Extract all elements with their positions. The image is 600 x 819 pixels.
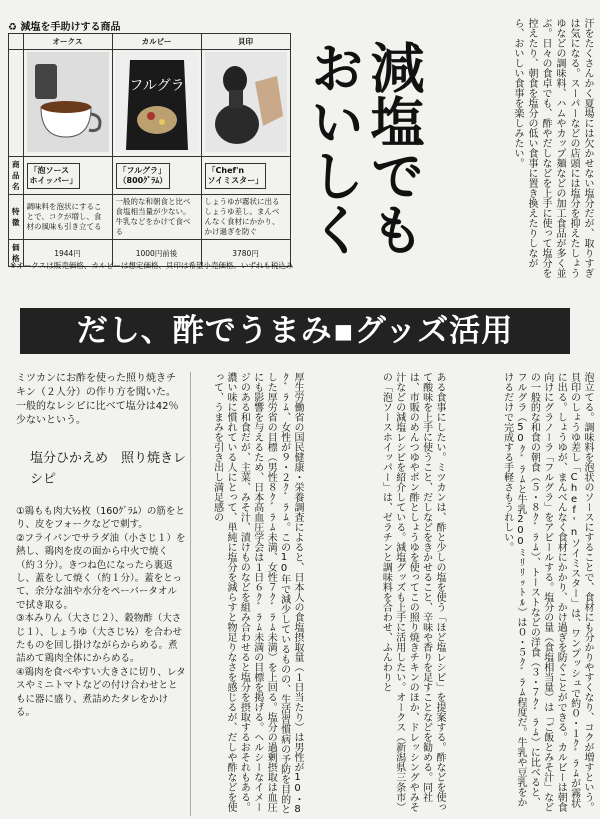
- product-price: 3780円: [201, 240, 290, 267]
- row-label-name: 商品名: [9, 157, 24, 195]
- price-note: ※オークスは販売価格、カルビーは想定価格、貝印は希望小売価格。いずれも税込み: [10, 261, 294, 270]
- product-price: 1000円前後: [112, 240, 201, 267]
- product-feature: しょうゆが霧状に出るしょうゆ差し。まんべんなく食材にかかり、かけ過ぎを防ぐ: [201, 195, 290, 240]
- table-corner: [9, 34, 24, 50]
- recipe-steps: [16, 505, 186, 720]
- recipe-step: ④鶏肉を食べやすい大きさに切り、レタスやミニトマトなどの付け合わせとともに器に盛り、煮詰めたタレをかける。: [16, 666, 186, 719]
- row-label-feature: 特徴: [9, 195, 24, 240]
- row-label-price: 価格: [9, 240, 24, 267]
- products-table: [8, 33, 291, 267]
- product-feature: 一般的な和朝食と比べ食塩相当量が少ない。牛乳などをかけて食べる: [112, 195, 201, 240]
- product-name: 「フルグラ」 （800ｸﾞﾗﾑ）: [116, 163, 171, 189]
- body-column: 泡立てる。調味料を泡状のソースにすることで、食材にも分かりやすくなり、コクが増すという。貝印のしょうゆ差し「Chef'nソイミスター」は、ワンプッシュで約０・１ｸﾞﾗﾑが霧状に出る。しょうゆが、まんべんなく食材にかかり、かけ過ぎを防ぐことができる。カルビーは朝食向けにグラノーラ「フルグラ」をアピールする。塩分の量（食塩相当量）は「ご飯とみそ汁」などの一般的な和食の朝食（５・８ｸﾞﾗﾑ）、トーストなどの洋食（３・７ｸﾞﾗﾑ）に比べると、フルグラ（50ｸﾞﾗﾑと牛乳200ﾐﾘﾘｯﾄﾙ）は０・５ｸﾞﾗﾑ程度だ。牛乳や豆乳をかけるだけで完成する手軽さもうれしい。: [501, 372, 593, 812]
- products-title: ♻ 減塩を手助けする商品: [8, 22, 121, 33]
- body-column: 厚生労働省の国民健康・栄養調査によると、日本人の食塩摂取量（１日当たり）は男性が10・8ｸﾞﾗﾑ、女性が９・２ｸﾞﾗﾑ。この10年で減少しているものの、生活習慣病の予防を目的とした厚労省の目標（男性８ｸﾞﾗﾑ未満、女性７ｸﾞﾗﾑ未満）を上回る。塩分の過剰摂取は血圧にも影響を与えるため、日本高血圧学会は１日６ｸﾞﾗﾑ未満の目標を掲げる。ヘルシーなイメージのある和食だが、主菜、みそ汁、漬けものなどを組み合わせると塩分を摂取するおそれもある。濃い味に慣れている人にとって、単純に塩分を減らすと物足りなさを感じるが、だしや酢などを使って、うまみを引き出し満足感の: [211, 372, 303, 815]
- recipe-intro: ミツカンにお酢を使った照り焼きチキン（２人分）の作り方を聞いた。一般的なレシピに比べて塩分は42％少ないという。: [16, 373, 179, 426]
- recipe-step: ②フライパンでサラダ油（小さじ１）を熱し、鶏肉を皮の面から中火で焼く（約３分）。きつね色になったら裏返し、蓋をして焼く（約１分）。蓋をとって、余分な油や水分をペーパータオルで拭き取る。: [16, 532, 186, 611]
- headline: 減塩でもおいしく: [302, 40, 426, 256]
- lede-text: 汗をたくさんかく夏場には欠かせない塩分だが、取りすぎは気になる。スーパーなどの店頭には塩分を抑えたしょうゆなどの調味料、ハムやカップ麺などの加工食品が多く並ぶ。日々の食卓でも、酢やだしなどを上手に使って塩分を控えたり、朝食を塩分の低い食事に置き換えたりしながら、おいしい食事を楽しみたい。: [512, 18, 593, 278]
- brand-header: カルビー: [112, 34, 201, 50]
- soy-mister-photo: [201, 50, 290, 157]
- brand-header: 貝印: [201, 34, 290, 50]
- recipe-step: ③本みりん（大さじ２）、穀物酢（大さじ１）、しょうゆ（大さじ½）を合わせたものを回し掛けながらからめる。煮詰めて鶏肉全体にからめる。: [16, 613, 182, 665]
- product-name: 「泡ソース ホイッパー」: [27, 163, 81, 189]
- frugra-package-text: フルグラ: [128, 78, 185, 94]
- product-price: 1944円: [23, 240, 112, 267]
- recipe-step: ①鶏もも肉大½枚（160ｸﾞﾗﾑ）の筋をとり、皮をフォークなどで刺す。: [16, 506, 185, 531]
- section-banner: だし、酢でうまみ▪グッズ活用: [20, 308, 570, 354]
- recipe-title: 塩分ひかえめ 照り焼きレシピ: [30, 451, 187, 487]
- frugra-package-photo: [112, 50, 201, 157]
- product-feature: 調味料を泡状にすることで、コクが増し、食材の風味も引き立てる: [23, 195, 112, 240]
- column-divider: [190, 372, 191, 816]
- whipper-photo: [23, 50, 112, 157]
- product-name: 「Chef'n ソイミスター」: [205, 163, 267, 189]
- brand-header: オークス: [23, 34, 112, 50]
- recycle-icon: ♻: [8, 22, 17, 33]
- body-column: ある食事にしたい。ミツカンは、酢と少しの塩を使う「ほど塩レシピ」を提案する。酢などを使って酸味を上手に使うこと、だしなどをきかせること、辛味や香りを足すことなどを勧める。同社は、市販のめんつゆやポン酢としょうゆを使ってこの照り焼きチキンのほか、ドレッシングやみそ汁などの減塩レシピを紹介している。減塩グッズも上手に活用したい。オークス（新潟県三条市）の「泡ソースホイッパー」は、ゼラチンと調味料を合わせ、ふんわりと: [380, 372, 445, 812]
